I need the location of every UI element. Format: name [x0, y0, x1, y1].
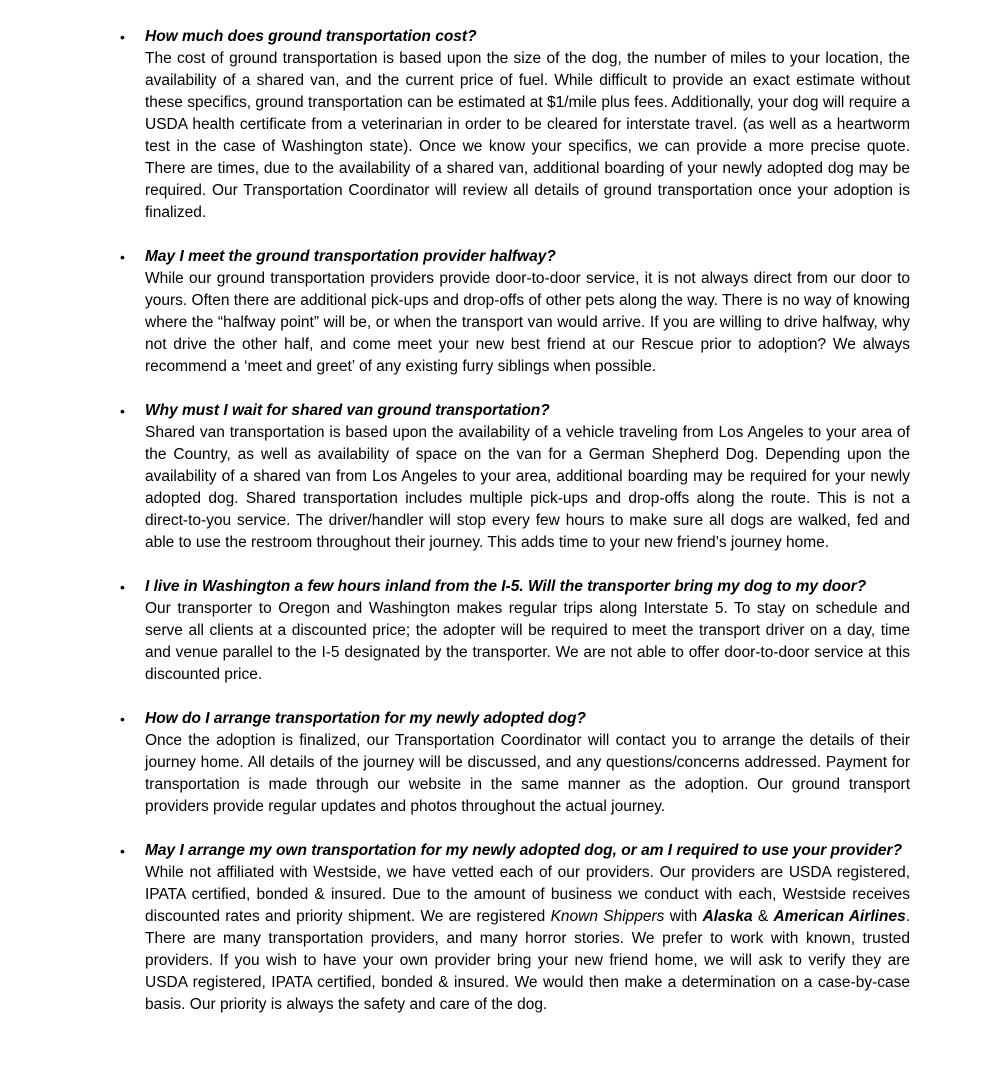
question-row — [120, 708, 910, 730]
faq-item-washington-inland-i5 — [120, 576, 910, 686]
bullet-icon: • — [120, 249, 125, 265]
faq-item-own-transportation-provider — [120, 840, 910, 1016]
faq-item-meet-provider-halfway — [120, 246, 910, 378]
bullet-icon: • — [120, 579, 125, 595]
faq-answer: Shared van transportation is based upon the availability of a vehicle traveling from Los Angeles to your area of the Country, as well as availability of space on the van for a German Shepherd Dog. Depending upon the availability of a shared van from Los Angeles to your area, additional boarding may be required for your newly adopted dog. Shared transportation includes multiple pick-ups and drop-offs along the route. This is not a direct-to-you service. The driver/handler will stop every few hours to make sure all dogs are walked, fed and able to use the restroom throughout their journey. This adds time to your new friend’s journey home. — [145, 424, 910, 551]
question-row — [120, 246, 910, 268]
faq-item-shared-van-wait — [120, 400, 910, 554]
bullet-icon: • — [120, 843, 125, 859]
bullet-icon: • — [120, 711, 125, 727]
bullet-icon: • — [120, 403, 125, 419]
faq-question: How much does ground transportation cost? — [145, 28, 477, 45]
question-row — [120, 400, 910, 422]
bullet-icon: • — [120, 29, 125, 45]
faq-question: Why must I wait for shared van ground transportation? — [145, 402, 550, 419]
question-row — [120, 840, 910, 862]
faq-answer: The cost of ground transportation is based upon the size of the dog, the number of miles to your location, the availability of a shared van, and the current price of fuel. While difficult to provide an exact estimate without these specifics, ground transportation can be estimated at $1/mile plus fees. Additionally, your dog will require a USDA health certificate from a veterinarian in order to be cleared for interstate travel. (as well as a heartworm test in the case of Washington state). Once we know your specifics, we can provide a more precise quote. There are times, due to the availability of a shared van, additional boarding of your newly adopted dog may be required. Our Transportation Coordinator will review all details of ground transportation once your adoption is finalized. — [145, 50, 910, 221]
faq-item-arrange-transportation — [120, 708, 910, 818]
faq-question: I live in Washington a few hours inland from the I-5. Will the transporter bring my dog to my door? — [145, 578, 867, 595]
faq-answer: Once the adoption is finalized, our Transportation Coordinator will contact you to arrange the details of their journey home. All details of the journey will be discussed, and any questions/concerns addressed. Payment for transportation is made through our website in the same manner as the adoption. Our ground transport providers provide regular updates and photos throughout the actual journey. — [145, 732, 910, 815]
question-row — [120, 26, 910, 48]
faq-answer: While not affiliated with Westside, we have vetted each of our providers. Our providers are USDA registered, IPATA certified, bonded & insured. Due to the amount of business we conduct with each, Westside receives discounted rates and priority shipment. We are registered Known Shippers with Alaska & American Airlines. There are many transportation providers, and many horror stories. We prefer to work with known, trusted providers. If you wish to have your own provider bring your new friend home, we will ask to verify they are USDA registered, IPATA certified, bonded & insured. We would then make a determination on a case-by-case basis. Our priority is always the safety and care of the dog. — [145, 864, 911, 1013]
faq-question: May I meet the ground transportation provider halfway? — [145, 248, 556, 265]
question-row — [120, 576, 910, 598]
faq-question: May I arrange my own transportation for my newly adopted dog, or am I required to use your provider? — [145, 842, 903, 859]
faq-item-ground-transportation-cost — [120, 26, 910, 224]
faq-answer: Our transporter to Oregon and Washington makes regular trips along Interstate 5. To stay on schedule and serve all clients at a discounted price; the adopter will be required to meet the transport driver on a day, time and venue parallel to the I-5 designated by the transporter. We are not able to offer door-to-door service at this discounted price. — [145, 600, 910, 683]
faq-question: How do I arrange transportation for my newly adopted dog? — [145, 710, 586, 727]
faq-answer: While our ground transportation providers provide door-to-door service, it is not always direct from our door to yours. Often there are additional pick-ups and drop-offs of other pets along the way. There is no way of knowing where the “halfway point” will be, or when the transport van would arrive. If you are willing to drive halfway, why not drive the other half, and come meet your new best friend at our Rescue prior to adoption? We always recommend a ‘meet and greet’ of any existing furry siblings when possible. — [145, 270, 910, 375]
